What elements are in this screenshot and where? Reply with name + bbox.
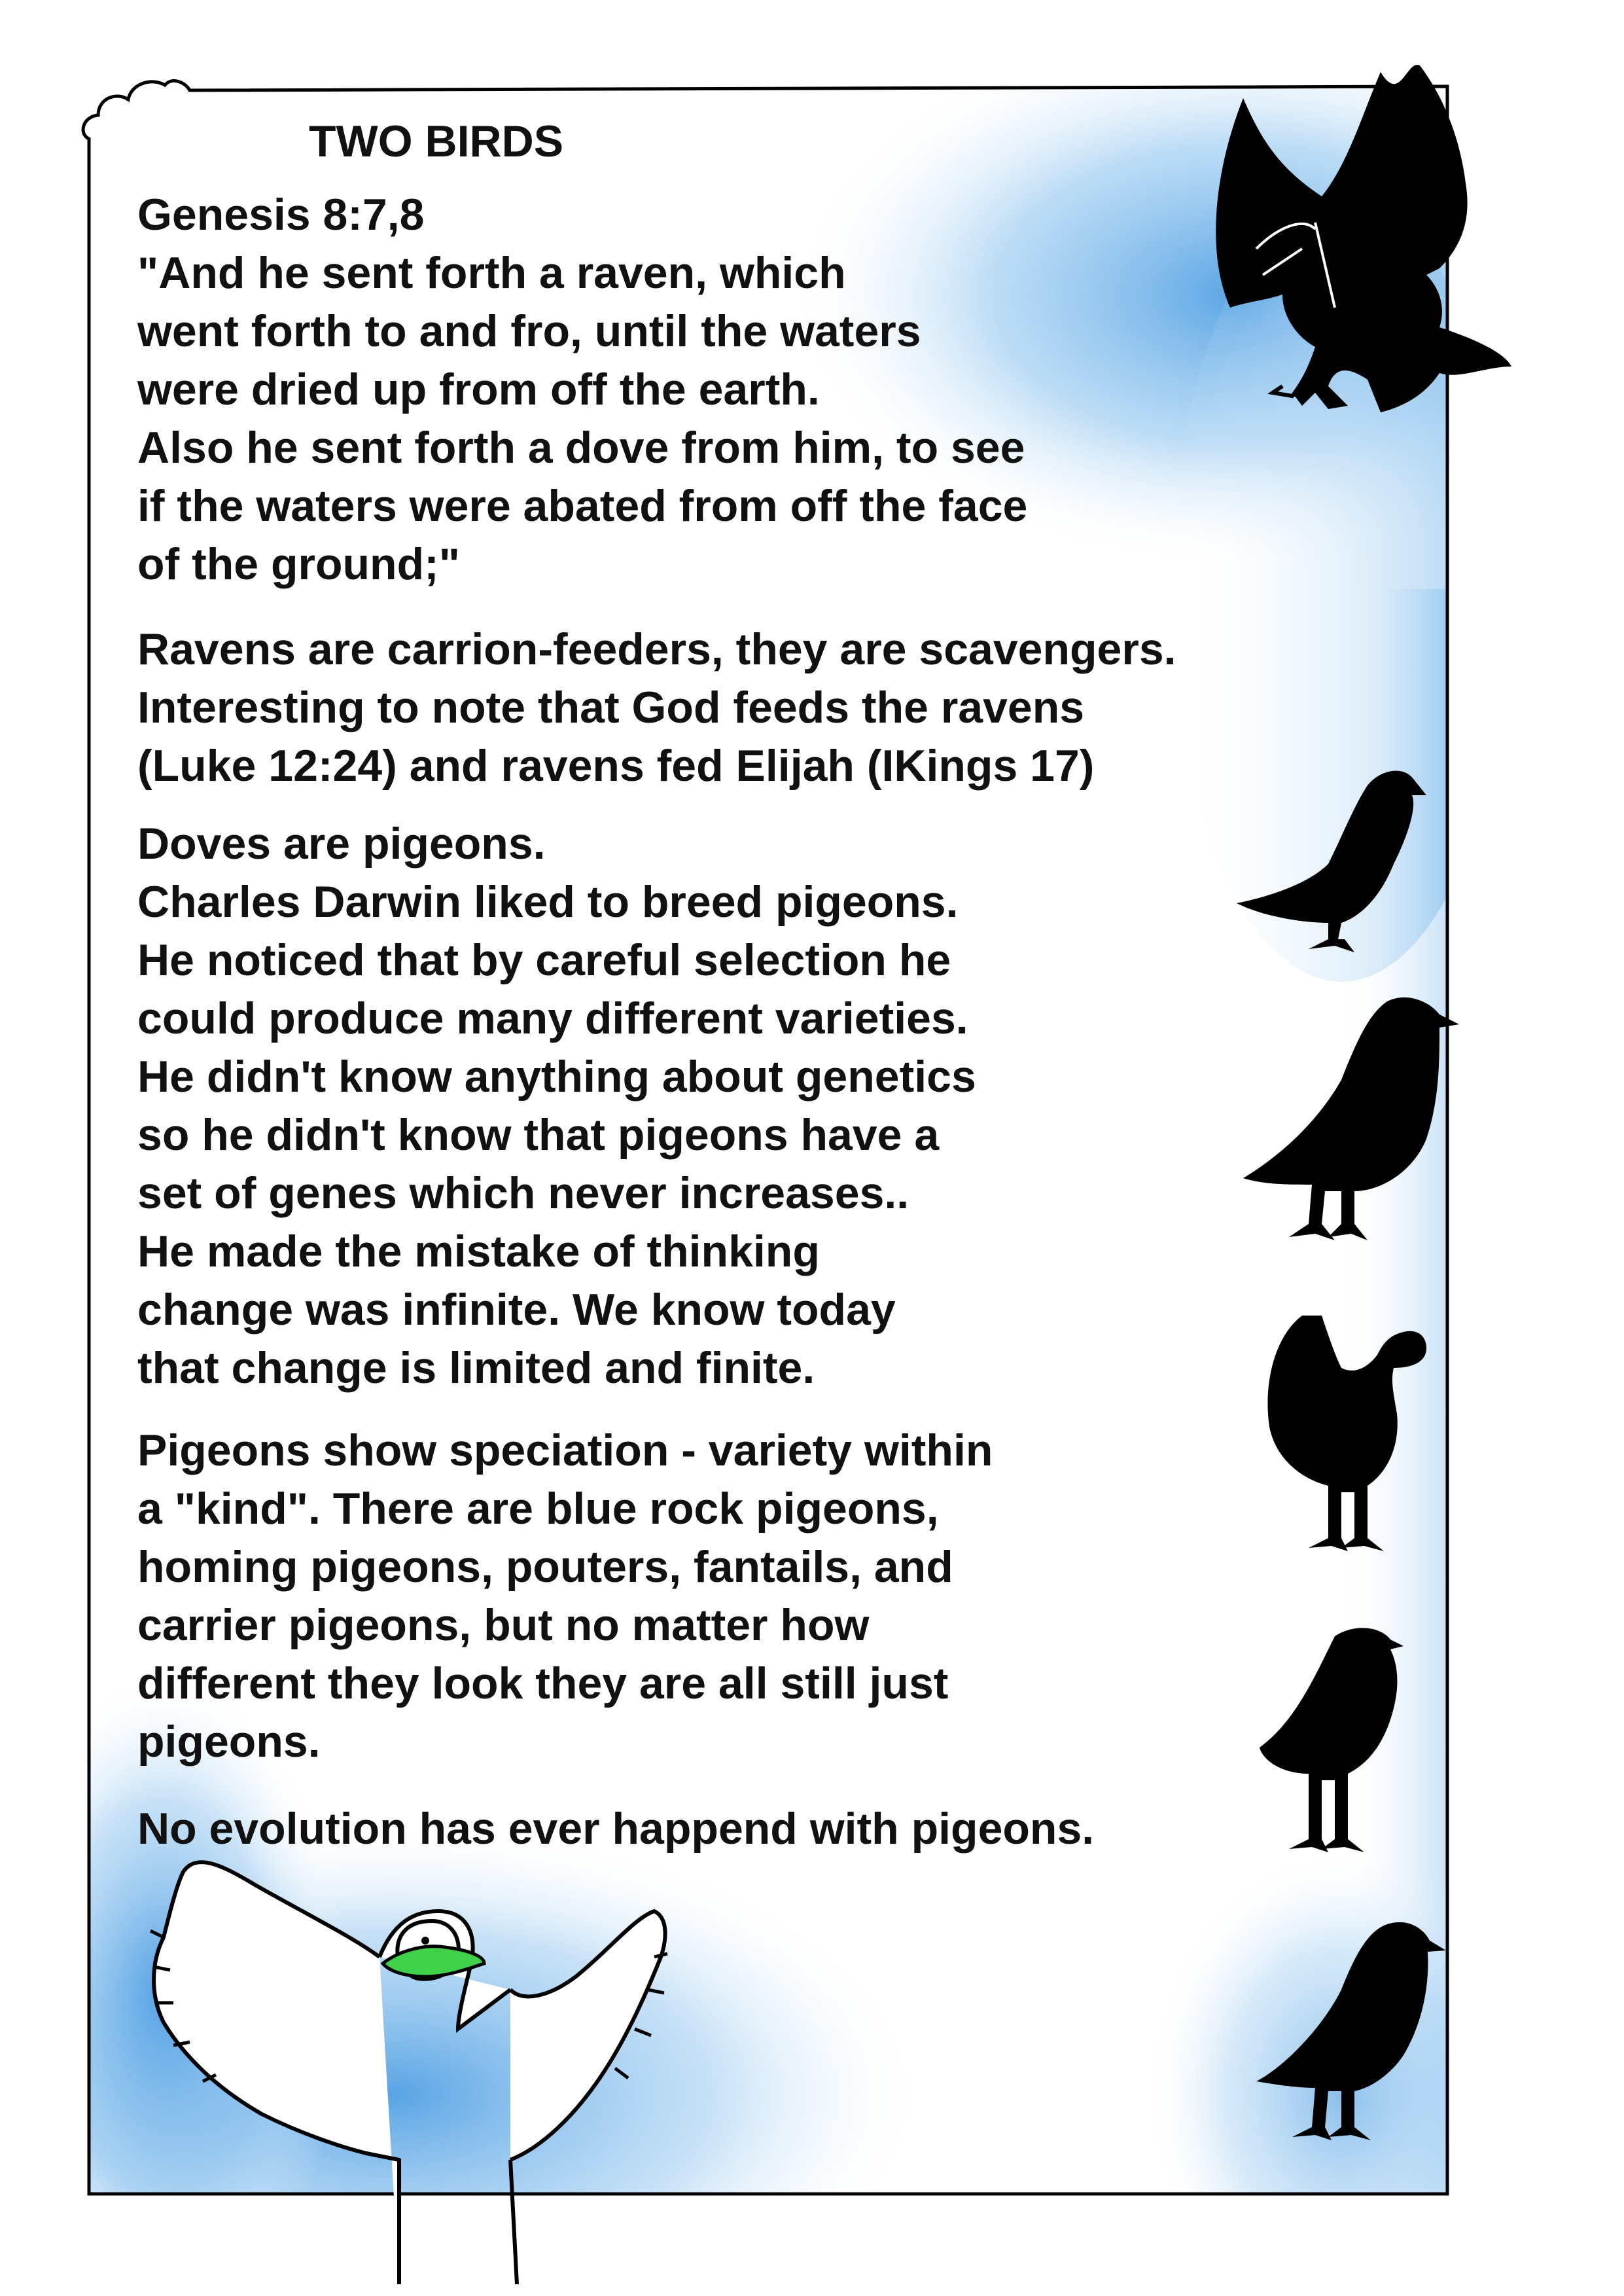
paragraph-line: change was infinite. We know today	[137, 1285, 896, 1335]
paragraph-line: Doves are pigeons.	[137, 819, 546, 869]
paragraph-line: could produce many different varieties.	[137, 994, 968, 1043]
pigeons-paragraph	[137, 1422, 993, 1771]
ravens-paragraph	[137, 620, 1176, 795]
paragraph-line: a "kind". There are blue rock pigeons,	[137, 1484, 939, 1534]
closing-statement	[137, 1800, 1094, 1858]
paragraph-line: Interesting to note that God feeds the ravens	[137, 683, 1085, 732]
paragraph-line: He didn't know anything about genetics	[137, 1052, 976, 1102]
closing-line: No evolution has ever happend with pigeons.	[137, 1804, 1095, 1854]
verse-line: went forth to and fro, until the waters	[137, 306, 921, 356]
verse-block	[137, 186, 1027, 594]
paragraph-line: Pigeons show speciation - variety within	[137, 1426, 993, 1475]
doves-paragraph	[137, 815, 976, 1397]
paragraph-line: He noticed that by careful selection he	[137, 935, 951, 985]
verse-reference: Genesis 8:7,8	[137, 190, 425, 240]
page-title: TWO BIRDS	[309, 117, 564, 166]
verse-line: of the ground;"	[137, 539, 460, 589]
paragraph-line: pigeons.	[137, 1717, 321, 1767]
paragraph-line: different they look they are all still just	[137, 1659, 949, 1708]
verse-line: if the waters were abated from off the face	[137, 481, 1028, 531]
paragraph-line: (Luke 12:24) and ravens fed Elijah (IKings 17)	[137, 741, 1095, 791]
paragraph-line: that change is limited and finite.	[137, 1343, 815, 1393]
verse-line: were dried up from off the earth.	[137, 365, 820, 414]
paragraph-line: carrier pigeons, but no matter how	[137, 1600, 870, 1650]
paragraph-line: He made the mistake of thinking	[137, 1227, 820, 1276]
verse-line: Also he sent forth a dove from him, to see	[137, 423, 1025, 473]
paragraph-line: so he didn't know that pigeons have a	[137, 1110, 940, 1160]
verse-line: "And he sent forth a raven, which	[137, 248, 846, 298]
paragraph-line: homing pigeons, pouters, fantails, and	[137, 1542, 953, 1592]
paragraph-line: set of genes which never increases..	[137, 1168, 909, 1218]
paragraph-line: Ravens are carrion-feeders, they are scavengers.	[137, 624, 1176, 674]
paragraph-line: Charles Darwin liked to breed pigeons.	[137, 877, 959, 927]
